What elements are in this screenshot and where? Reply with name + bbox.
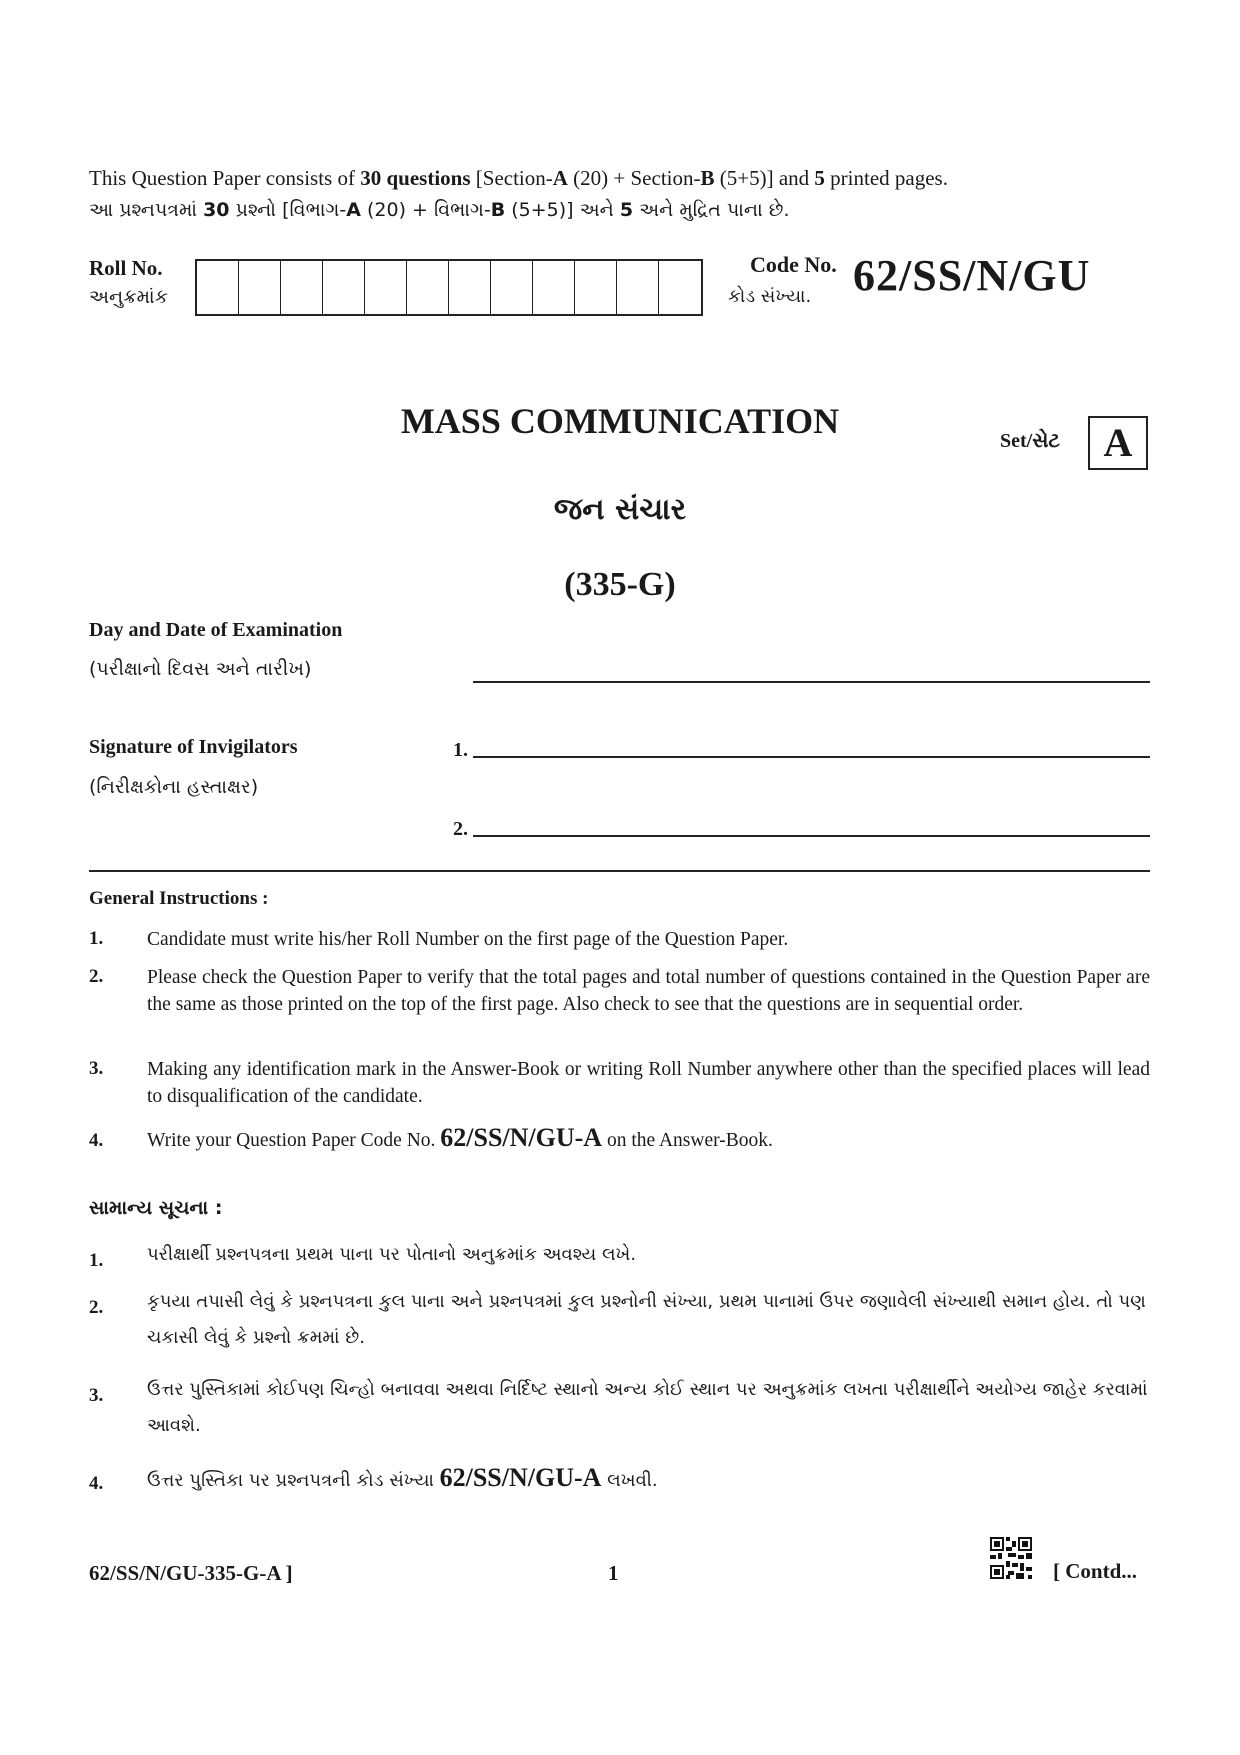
instruction-text-gujarati: ઉત્તર પુસ્તિકામાં કોઈપણ ચિન્હો બનાવવા અથવા નિર્દિષ્ટ સ્થાનો અન્ય કોઈ સ્થાન પર અનુક્રમાંક લખતા પરીક્ષાર્થીને અયોગ્ય જાહેર કરવામાં આવશે. xyxy=(147,1379,1148,1436)
intro-text: 30 questions xyxy=(360,166,471,190)
intro-text: 5 xyxy=(814,166,825,190)
exam-date-label-gujarati: (પરીક્ષાનો દિવસ અને તારીખ) xyxy=(89,658,312,680)
roll-no-box[interactable] xyxy=(239,261,281,314)
invigilator-2-number: 2. xyxy=(453,818,468,840)
roll-no-label: Roll No. xyxy=(89,256,163,280)
instruction-text-part: ઉત્તર પુસ્તિકા પર પ્રશ્નપત્રની કોડ સંખ્યા xyxy=(147,1470,440,1491)
general-instructions-heading: General Instructions : xyxy=(89,888,269,909)
intro-text: (20) + Section- xyxy=(567,166,701,190)
roll-no-box[interactable] xyxy=(365,261,407,314)
roll-no-box[interactable] xyxy=(575,261,617,314)
roll-no-box[interactable] xyxy=(407,261,449,314)
instruction-number: 2. xyxy=(89,1297,104,1318)
subject-title: MASS COMMUNICATION xyxy=(400,401,840,441)
invigilator-2-line[interactable] xyxy=(473,835,1150,837)
paper-code: 62/SS/N/GU-A xyxy=(439,1463,602,1492)
intro-text: B xyxy=(700,166,715,190)
subject-title-gujarati: જન સંચાર xyxy=(553,492,687,527)
roll-no-box[interactable] xyxy=(197,261,239,314)
intro-line-gujarati xyxy=(89,197,790,223)
footer-continued: [ Contd... xyxy=(1053,1559,1138,1583)
intro-text: (20) + વિભાગ- xyxy=(360,199,491,221)
instruction-text-part: લખવી. xyxy=(601,1470,658,1491)
instruction-number: 3. xyxy=(89,1385,104,1406)
footer-page-number: 1 xyxy=(608,1561,619,1585)
instruction-text: Making any identification mark in the Answer-Book or writing Roll Number anywhere other than the specified places will lead to disqualification of the candidate. xyxy=(147,1059,1150,1107)
roll-no-box[interactable] xyxy=(281,261,323,314)
intro-text: [Section- xyxy=(470,166,553,190)
invigilator-1-number: 1. xyxy=(453,739,468,761)
paper-code: 62/SS/N/GU-A xyxy=(440,1123,603,1152)
code-no-value: 62/SS/N/GU xyxy=(853,251,1091,300)
instruction-text-gujarati: કૃપયા તપાસી લેવું કે પ્રશ્નપત્રના કુલ પાના અને પ્રશ્નપત્રમાં કુલ પ્રશ્નોની સંખ્યા, પ્રથમ પાનામાં ઉપર જણાવેલી સંખ્યાથી સમાન હોય. તો પણ ચકાસી લેવું કે પ્રશ્નો ક્રમમાં છે. xyxy=(147,1291,1146,1348)
intro-text: A xyxy=(552,166,568,190)
instruction-number: 3. xyxy=(89,1058,104,1079)
invigilators-label: Signature of Invigilators xyxy=(89,736,298,758)
intro-text: 30 xyxy=(203,199,230,221)
instruction-number: 2. xyxy=(89,966,104,987)
instruction-number: 1. xyxy=(89,928,104,949)
invigilator-1-line[interactable] xyxy=(473,756,1150,758)
intro-text: B xyxy=(490,199,506,221)
intro-line-english xyxy=(89,165,948,191)
set-label: Set/સેટ xyxy=(1000,430,1061,452)
intro-text: પ્રશ્નો [વિભાગ- xyxy=(229,199,347,221)
roll-no-boxes[interactable] xyxy=(195,259,703,316)
instruction-number: 1. xyxy=(89,1250,104,1271)
intro-text: (5+5)] and xyxy=(714,166,815,190)
intro-text: printed pages. xyxy=(824,166,948,190)
roll-no-box[interactable] xyxy=(491,261,533,314)
instruction-text-part: Write your Question Paper Code No. xyxy=(147,1130,441,1151)
section-divider xyxy=(89,870,1150,872)
instruction-text: Candidate must write his/her Roll Number on the first page of the Question Paper. xyxy=(147,929,789,950)
set-value-box: A xyxy=(1088,416,1148,470)
invigilators-label-gujarati: (નિરીક્ષકોના હસ્તાક્ષર) xyxy=(89,776,259,798)
roll-no-box[interactable] xyxy=(659,261,701,314)
code-no-label: Code No. xyxy=(750,252,837,277)
exam-date-line[interactable] xyxy=(473,681,1150,683)
instruction-text-part: on the Answer-Book. xyxy=(602,1130,773,1151)
intro-text: 5 xyxy=(619,199,634,221)
roll-no-box[interactable] xyxy=(533,261,575,314)
general-instructions-heading-gujarati: સામાન્ય સૂચના : xyxy=(89,1197,223,1219)
footer-paper-code: 62/SS/N/GU-335-G-A ] xyxy=(89,1561,293,1585)
subject-code: (335-G) xyxy=(564,566,676,603)
intro-text: આ પ્રશ્નપત્રમાં xyxy=(89,199,204,221)
intro-text: A xyxy=(346,199,361,221)
intro-text: This Question Paper consists of xyxy=(89,166,361,190)
roll-no-box[interactable] xyxy=(617,261,659,314)
roll-no-box[interactable] xyxy=(449,261,491,314)
instruction-text-gujarati: પરીક્ષાર્થી પ્રશ્નપત્રના પ્રથમ પાના પર પોતાનો અનુક્રમાંક અવશ્ય લખે. xyxy=(147,1244,637,1265)
intro-text: (5+5)] અને xyxy=(505,199,620,221)
code-no-label-gujarati: કોડ સંખ્યા. xyxy=(728,286,812,307)
intro-text: અને મુદ્રિત પાના છે. xyxy=(633,199,790,221)
roll-no-box[interactable] xyxy=(323,261,365,314)
exam-date-label: Day and Date of Examination xyxy=(89,619,343,641)
instruction-number: 4. xyxy=(89,1130,104,1151)
instruction-text xyxy=(147,1124,1150,1154)
instruction-text: Please check the Question Paper to verify that the total pages and total number of questions contained in the Question Paper are the same as those printed on the top of the first page. Also check to see that the questions are in sequential order. xyxy=(147,967,1150,1015)
instruction-number: 4. xyxy=(89,1473,104,1494)
qr-code-icon xyxy=(990,1537,1032,1579)
roll-no-label-gujarati: અનુક્રમાંક xyxy=(89,286,169,308)
instruction-text-gujarati xyxy=(147,1460,1150,1499)
